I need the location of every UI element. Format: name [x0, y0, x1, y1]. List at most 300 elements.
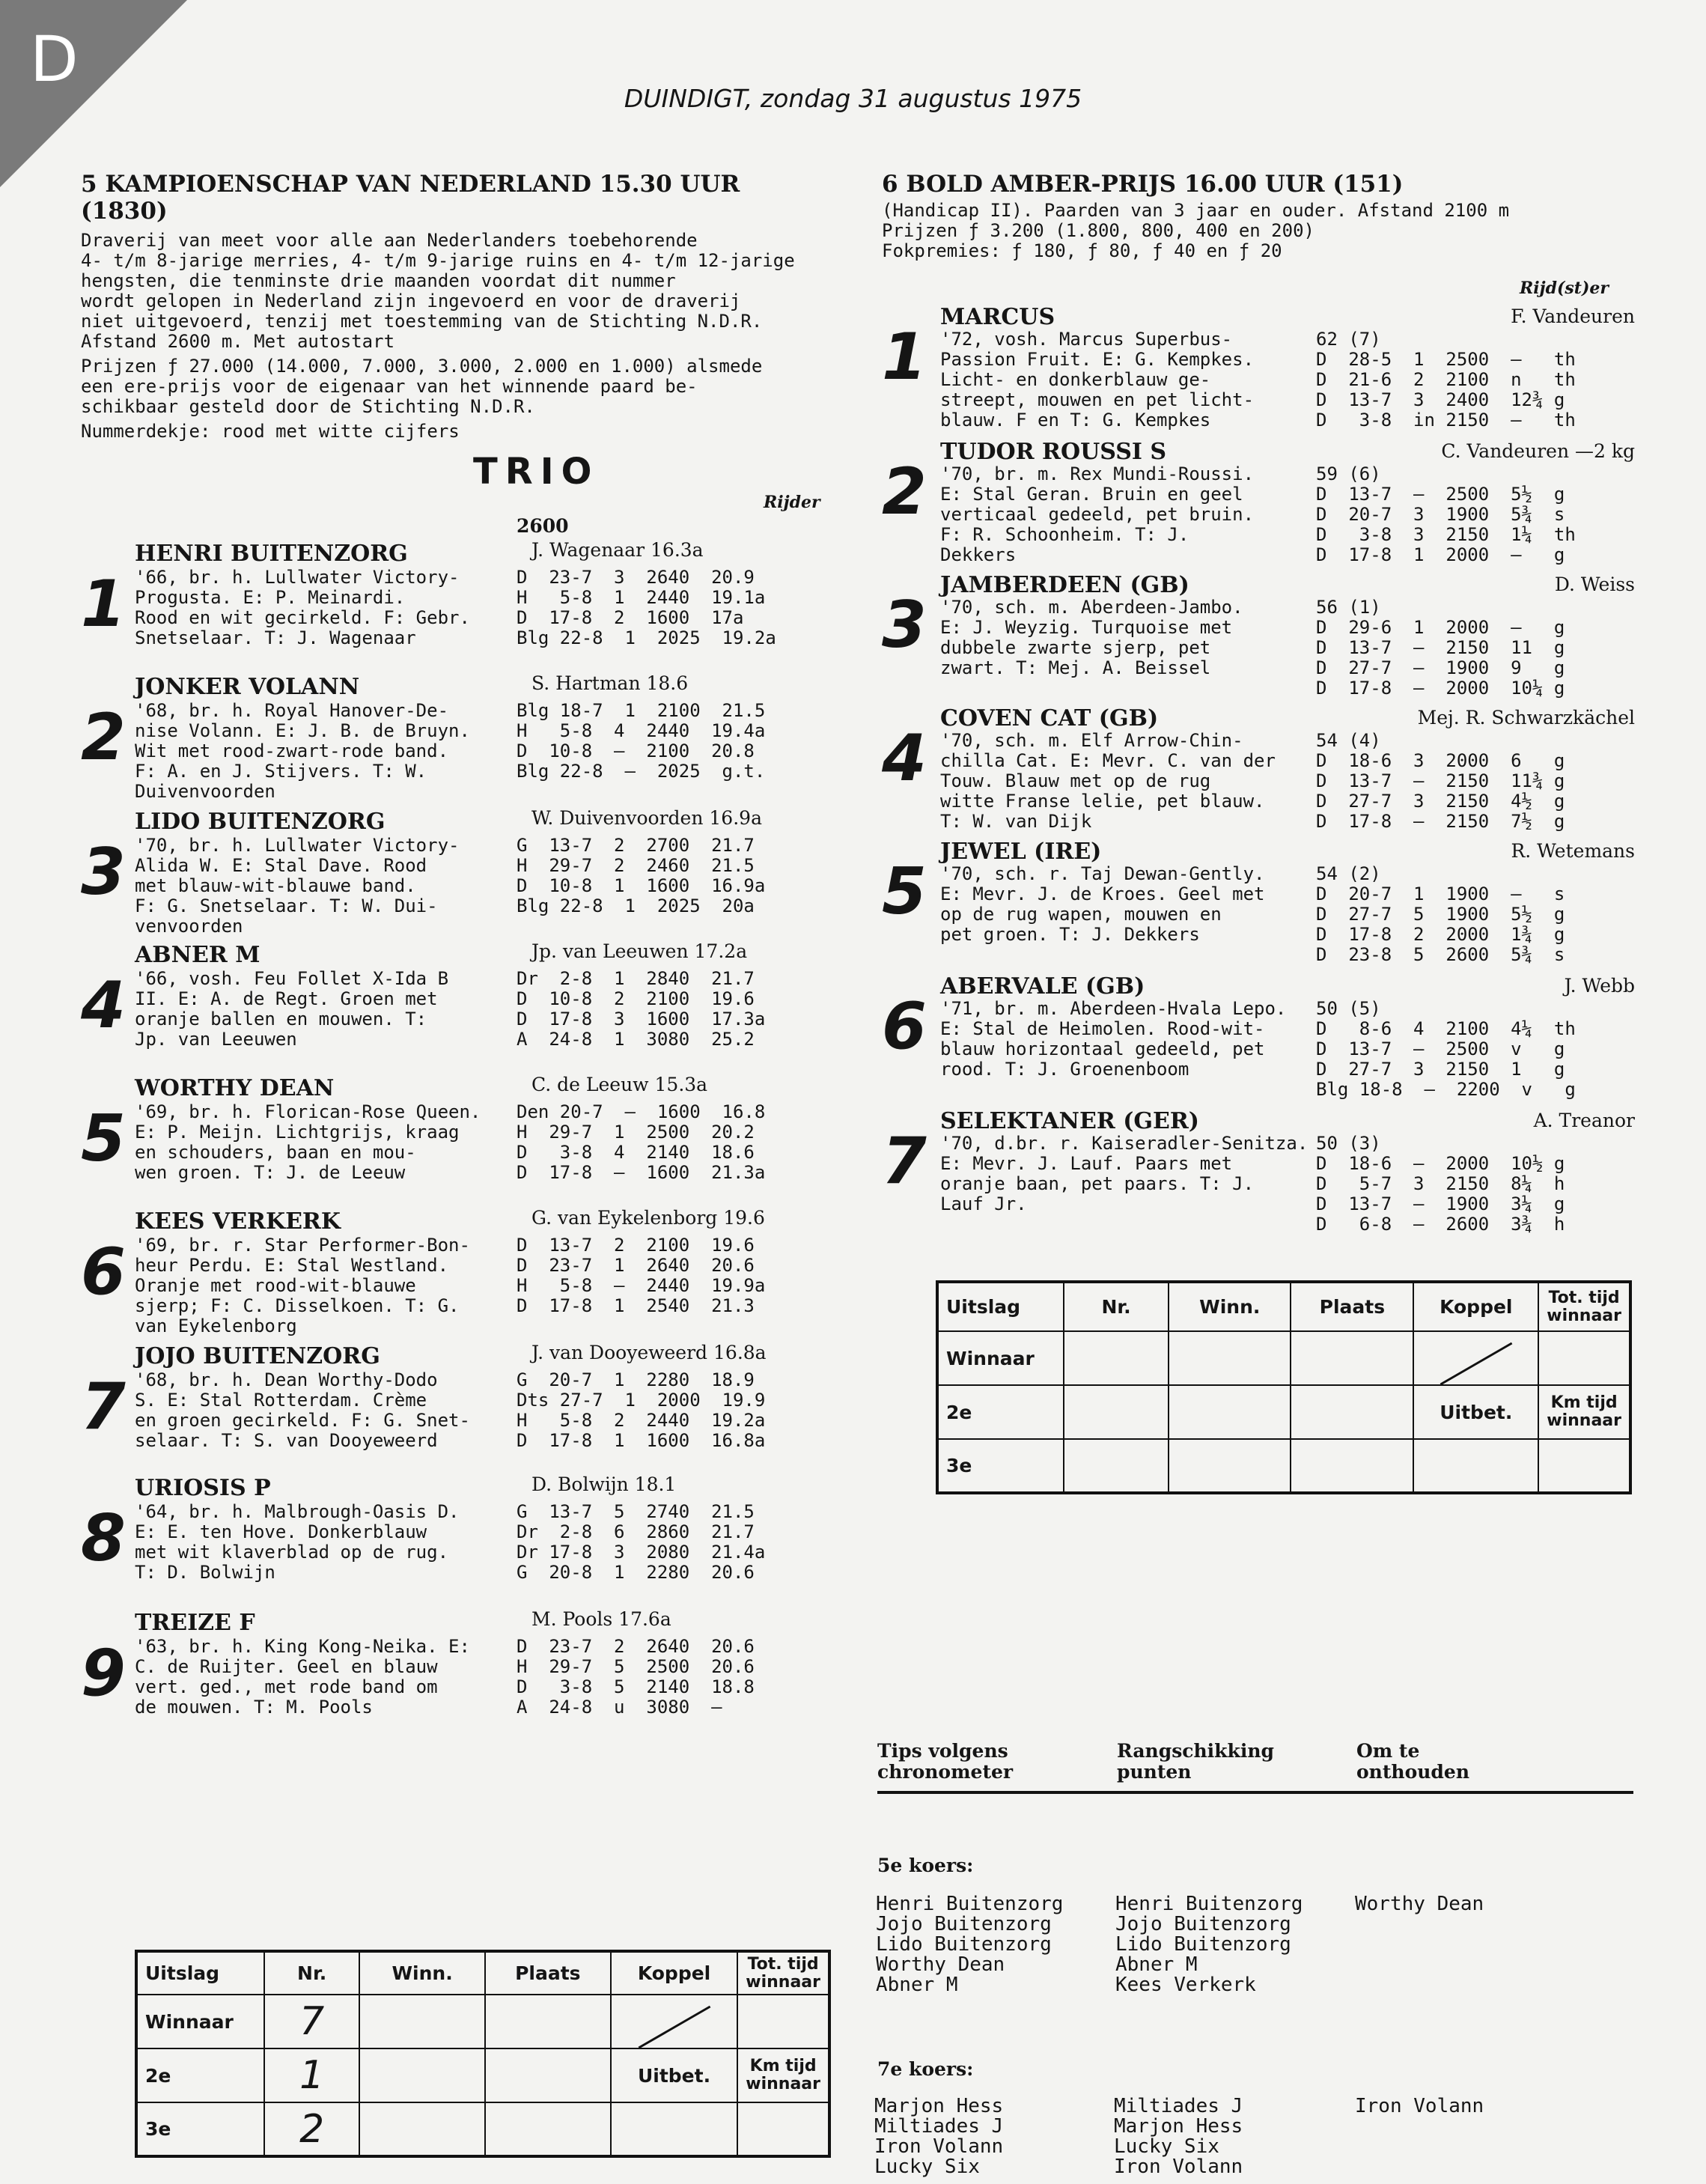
- form-line: Blg 18-8 — 2200 v g: [1316, 1079, 1576, 1100]
- horse-form-record: [1316, 884, 1565, 965]
- cell[interactable]: [359, 2048, 485, 2102]
- tip-horse: Abner M: [1115, 1953, 1198, 1976]
- horse-number: 5: [81, 1101, 126, 1176]
- horse-form-record: [517, 1102, 765, 1183]
- race6-title: 6 BOLD AMBER-PRIJS 16.00 UUR (151): [882, 171, 1404, 198]
- form-line: D 23-7 3 2640 20.9: [517, 567, 755, 588]
- horse-form-record: [517, 1235, 765, 1316]
- desc-line: pet groen. T: J. Dekkers: [940, 924, 1200, 945]
- desc-line: T: W. van Dijk: [940, 811, 1092, 832]
- horse-number: 3: [882, 588, 927, 663]
- col-plaats: Plaats: [485, 1951, 611, 1995]
- intro-line: Prijzen ƒ 3.200 (1.800, 800, 400 en 200): [882, 220, 1314, 241]
- desc-line: '68, br. h. Dean Worthy-Dodo: [135, 1369, 438, 1390]
- desc-line: nise Volann. E: J. B. de Bruyn.: [135, 720, 470, 741]
- cell[interactable]: [1064, 1331, 1169, 1385]
- desc-line: op de rug wapen, mouwen en: [940, 904, 1222, 925]
- form-line: D 10-8 1 1600 16.9a: [517, 875, 766, 896]
- form-line: D 17-8 2 1600 17a: [517, 607, 744, 628]
- cell[interactable]: [1064, 1439, 1169, 1493]
- desc-line: vert. ged., met rode band om: [135, 1676, 438, 1697]
- race5-title: 5 KAMPIOENSCHAP VAN NEDERLAND 15.30 UUR: [81, 171, 740, 198]
- intro-line: niet uitgevoerd, tenzij met toestemming van de Stichting N.D.R.: [81, 311, 763, 332]
- tip-horse: Iron Volann: [1355, 2095, 1484, 2117]
- form-line: G 20-8 1 2280 20.6: [517, 1562, 755, 1583]
- koers5-label: 5e koers:: [877, 1855, 974, 1876]
- race6-result-table: [936, 1280, 1632, 1494]
- desc-line: en schouders, baan en mou-: [135, 1142, 416, 1163]
- race5-conditions: [81, 231, 837, 442]
- cell[interactable]: [1064, 1385, 1169, 1439]
- form-line: D 13-7 — 2150 11 g: [1316, 637, 1565, 658]
- col-plaats: Plaats: [1291, 1282, 1413, 1331]
- horse-name: JAMBERDEEN (GB): [940, 572, 1189, 598]
- horse-jockey: J. Wagenaar 16.3a: [531, 539, 704, 561]
- form-line: D 10-8 — 2100 20.8: [517, 740, 755, 761]
- desc-line: Oranje met rood-wit-blauwe: [135, 1275, 416, 1296]
- horse-form-record: [517, 568, 776, 648]
- koers7-onthouden-list: [1355, 2096, 1484, 2117]
- race5-title-code: (1830): [81, 198, 168, 225]
- horse-name: HENRI BUITENZORG: [135, 541, 408, 567]
- intro-line: 4- t/m 8-jarige merries, 4- t/m 9-jarige ruins en 4- t/m 12-jarige: [81, 250, 795, 271]
- form-line: H 29-7 1 2500 20.2: [517, 1122, 755, 1143]
- horse-name: ABNER M: [135, 942, 261, 968]
- col-nr: Nr.: [1064, 1282, 1169, 1331]
- horse-description: [135, 836, 459, 937]
- desc-line: blauw horizontaal gedeeld, pet: [940, 1038, 1265, 1059]
- horse-form-record: [517, 1502, 765, 1583]
- koers5-punten-list: [1115, 1894, 1303, 1995]
- desc-line: F: G. Snetselaar. T: W. Dui-: [135, 895, 438, 916]
- desc-line: Progusta. E: P. Meinardi.: [135, 587, 406, 608]
- horse-number: 4: [81, 968, 126, 1043]
- uitbet-label: Uitbet.: [611, 2048, 737, 2102]
- horse-weight-draw: 50 (5): [1316, 998, 1381, 1019]
- col-koppel: Koppel: [611, 1951, 737, 1995]
- desc-line: F: A. en J. Stijvers. T: W.: [135, 761, 427, 782]
- horse-form-record: [1316, 751, 1565, 832]
- uitbet-label: Uitbet.: [1413, 1385, 1538, 1439]
- horse-weight-draw: 59 (6): [1316, 463, 1381, 484]
- cell[interactable]: [1291, 1439, 1413, 1493]
- horse-form-record: [1316, 1019, 1576, 1100]
- horse-name: LIDO BUITENZORG: [135, 809, 386, 835]
- desc-line: met blauw-wit-blauwe band.: [135, 875, 416, 896]
- desc-line: '71, br. m. Aberdeen-Hvala Lepo.: [940, 998, 1287, 1019]
- horse-name: WORTHY DEAN: [135, 1075, 335, 1101]
- form-line: Dr 17-8 3 2080 21.4a: [517, 1542, 766, 1563]
- handwritten-3e-nr: 2: [264, 2102, 359, 2156]
- form-line: D 20-7 1 1900 — s: [1316, 883, 1565, 904]
- horse-jockey: R. Wetemans: [1511, 840, 1635, 862]
- desc-line: '66, br. h. Lullwater Victory-: [135, 567, 460, 588]
- horse-jockey: J. van Dooyeweerd 16.8a: [531, 1342, 767, 1363]
- form-line: Blg 22-8 1 2025 19.2a: [517, 627, 776, 648]
- horse-jockey: D. Bolwijn 18.1: [531, 1473, 677, 1495]
- row-3e: 3e: [937, 1439, 1064, 1493]
- horse-number: 6: [81, 1235, 126, 1310]
- horse-description: [940, 329, 1254, 431]
- desc-line: E: Mevr. J. de Kroes. Geel met: [940, 883, 1265, 904]
- desc-line: en groen gecirkeld. F: G. Snet-: [135, 1410, 470, 1431]
- cell[interactable]: [359, 2102, 485, 2156]
- horse-form-record: [517, 1370, 765, 1451]
- km-tijd-label: Km tijd winnaar: [737, 2048, 829, 2102]
- cell[interactable]: [1538, 1439, 1630, 1493]
- desc-line: Licht- en donkerblauw ge-: [940, 369, 1211, 390]
- desc-line: Lauf Jr.: [940, 1193, 1027, 1214]
- horse-weight-draw: 54 (2): [1316, 863, 1381, 884]
- form-line: D 28-5 1 2500 — th: [1316, 349, 1576, 370]
- desc-line: sjerp; F: C. Disselkoen. T: G.: [135, 1295, 460, 1316]
- desc-line: wen groen. T: J. de Leeuw: [135, 1162, 406, 1183]
- desc-line: C. de Ruijter. Geel en blauw: [135, 1656, 438, 1677]
- cell[interactable]: [485, 2102, 611, 2156]
- cell[interactable]: [611, 2102, 737, 2156]
- form-line: D 5-7 3 2150 8¼ h: [1316, 1173, 1565, 1194]
- form-line: D 27-7 5 1900 5½ g: [1316, 904, 1565, 925]
- horse-name: MARCUS: [940, 304, 1055, 330]
- tip-horse: Miltiades J: [874, 2115, 1004, 2138]
- intro-line: schikbaar gesteld door de Stichting N.D.R.: [81, 396, 535, 417]
- horse-form-record: [517, 1637, 755, 1718]
- desc-line: Alida W. E: Stal Dave. Rood: [135, 855, 427, 876]
- row-2e: 2e: [136, 2048, 264, 2102]
- horse-number: 2: [882, 454, 927, 529]
- form-line: D 17-8 2 2000 1¾ g: [1316, 924, 1565, 945]
- race6-intro: [882, 171, 1645, 261]
- desc-line: '70, sch. m. Elf Arrow-Chin-: [940, 730, 1243, 751]
- form-line: Dr 2-8 6 2860 21.7: [517, 1521, 755, 1542]
- form-line: D 13-7 2 2100 19.6: [517, 1235, 755, 1256]
- horse-number: 3: [81, 835, 126, 910]
- horse-description: [135, 701, 470, 802]
- horse-name: JEWEL (IRE): [940, 839, 1102, 865]
- form-line: H 5-8 — 2440 19.9a: [517, 1275, 766, 1296]
- form-line: D 20-7 3 1900 5¾ s: [1316, 504, 1565, 525]
- horse-weight-draw: 54 (4): [1316, 730, 1381, 751]
- race5-number-cloth: Nummerdekje: rood met witte cijfers: [81, 421, 460, 442]
- horse-form-record: [517, 701, 765, 782]
- horse-description: [135, 1637, 470, 1718]
- horse-number: 4: [882, 721, 927, 796]
- cell[interactable]: [1169, 1439, 1291, 1493]
- tip-horse: Worthy Dean: [1355, 1893, 1484, 1915]
- row-2e: 2e: [937, 1385, 1064, 1439]
- desc-line: verticaal gedeeld, pet bruin.: [940, 504, 1255, 525]
- form-line: G 20-7 1 2280 18.9: [517, 1369, 755, 1390]
- page-header: DUINDIGT, zondag 31 augustus 1975: [624, 84, 1082, 113]
- desc-line: '69, br. h. Florican-Rose Queen.: [135, 1101, 481, 1122]
- horse-jockey: D. Weiss: [1554, 574, 1635, 595]
- desc-line: E: Stal de Heimolen. Rood-wit-: [940, 1018, 1265, 1039]
- form-line: D 18-6 — 2000 10½ g: [1316, 1153, 1565, 1174]
- koppel-slash: [1413, 1331, 1538, 1385]
- form-line: Den 20-7 — 1600 16.8: [517, 1101, 766, 1122]
- col-winn: Winn.: [359, 1951, 485, 1995]
- horse-name: ABERVALE (GB): [940, 973, 1145, 1000]
- horse-form-record: [517, 969, 765, 1050]
- horse-number: 7: [882, 1124, 927, 1199]
- form-line: D 3-8 5 2140 18.8: [517, 1676, 755, 1697]
- horse-form-record: [1316, 618, 1565, 699]
- tip-horse: Lido Buitenzorg: [1115, 1933, 1291, 1956]
- horse-name: URIOSIS P: [135, 1475, 271, 1501]
- horse-description: [135, 1370, 470, 1451]
- horse-description: [135, 568, 470, 648]
- cell[interactable]: [1538, 1331, 1630, 1385]
- horse-jockey: A. Treanor: [1533, 1110, 1635, 1131]
- desc-line: '70, sch. m. Aberdeen-Jambo.: [940, 597, 1243, 618]
- row-winnaar: Winnaar: [937, 1331, 1064, 1385]
- horse-jockey: M. Pools 17.6a: [531, 1608, 671, 1630]
- col-tot-tijd: Tot. tijd winnaar: [737, 1951, 829, 1995]
- form-line: D 13-7 3 2400 12¾ g: [1316, 389, 1565, 410]
- cell[interactable]: [485, 2048, 611, 2102]
- km-tijd-label: Km tijd winnaar: [1538, 1385, 1630, 1439]
- form-line: D 10-8 2 2100 19.6: [517, 988, 755, 1009]
- form-line: G 13-7 5 2740 21.5: [517, 1501, 755, 1522]
- desc-line: '72, vosh. Marcus Superbus-: [940, 329, 1233, 350]
- form-line: D 18-6 3 2000 6 g: [1316, 750, 1565, 771]
- desc-line: E: J. Weyzig. Turquoise met: [940, 617, 1233, 638]
- desc-line: witte Franse lelie, pet blauw.: [940, 791, 1265, 812]
- koers7-punten-list: [1114, 2096, 1243, 2177]
- desc-line: '66, vosh. Feu Follet X-Ida B: [135, 968, 449, 989]
- tip-horse: Henri Buitenzorg: [876, 1893, 1064, 1915]
- desc-line: Duivenvoorden: [135, 781, 275, 802]
- horse-name: COVEN CAT (GB): [940, 705, 1159, 731]
- form-line: D 8-6 4 2100 4¼ th: [1316, 1018, 1576, 1039]
- horse-jockey: C. de Leeuw 15.3a: [531, 1074, 708, 1095]
- col-koppel: Koppel: [1413, 1282, 1538, 1331]
- tip-horse: Miltiades J: [1114, 2095, 1243, 2117]
- horse-description: [940, 731, 1276, 832]
- desc-line: '70, d.br. r. Kaiseradler-Senitza.: [940, 1133, 1309, 1154]
- tip-horse: Marjon Hess: [1114, 2115, 1243, 2138]
- horse-description: [940, 1134, 1308, 1214]
- col-uitslag: Uitslag: [937, 1282, 1064, 1331]
- horse-number: 5: [882, 854, 927, 929]
- desc-line: Jp. van Leeuwen: [135, 1029, 297, 1050]
- form-line: H 5-8 4 2440 19.4a: [517, 720, 766, 741]
- desc-line: '63, br. h. King Kong-Neika. E:: [135, 1636, 470, 1657]
- desc-line: van Eykelenborg: [135, 1315, 297, 1336]
- koers7-label: 7e koers:: [877, 2058, 974, 2080]
- tip-horse: Iron Volann: [1114, 2156, 1243, 2178]
- desc-line: E: Mevr. J. Lauf. Paars met: [940, 1153, 1233, 1174]
- horse-number: 2: [81, 700, 126, 775]
- form-line: Dts 27-7 1 2000 19.9: [517, 1390, 766, 1411]
- desc-line: met wit klaverblad op de rug.: [135, 1542, 449, 1563]
- desc-line: E: P. Meijn. Lichtgrijs, kraag: [135, 1122, 460, 1143]
- desc-line: E: E. ten Hove. Donkerblauw: [135, 1521, 427, 1542]
- horse-description: [135, 1502, 459, 1583]
- form-line: D 23-7 2 2640 20.6: [517, 1636, 755, 1657]
- desc-line: dubbele zwarte sjerp, pet: [940, 637, 1211, 658]
- horse-description: [135, 969, 448, 1050]
- form-line: H 5-8 1 2440 19.1a: [517, 587, 766, 608]
- tips-rule: [877, 1791, 1633, 1794]
- col-winn: Winn.: [1169, 1282, 1291, 1331]
- horse-description: [940, 999, 1286, 1080]
- tip-horse: Jojo Buitenzorg: [876, 1913, 1052, 1935]
- form-line: Dr 2-8 1 2840 21.7: [517, 968, 755, 989]
- form-line: H 5-8 2 2440 19.2a: [517, 1410, 766, 1431]
- form-line: A 24-8 1 3080 25.2: [517, 1029, 755, 1050]
- cell[interactable]: [737, 1995, 829, 2048]
- horse-number: 6: [882, 989, 927, 1064]
- desc-line: '69, br. r. Star Performer-Bon-: [135, 1235, 470, 1256]
- tip-horse: Worthy Dean: [876, 1953, 1005, 1976]
- race5-result-table: [135, 1950, 831, 2158]
- intro-line: Fokpremies: ƒ 180, ƒ 80, ƒ 40 en ƒ 20: [882, 240, 1282, 261]
- race6-conditions: [882, 201, 1645, 261]
- koppel-slash: [611, 1995, 737, 2048]
- horse-jockey: J. Webb: [1564, 975, 1635, 997]
- horse-description: [135, 1102, 481, 1183]
- desc-line: Wit met rood-zwart-rode band.: [135, 740, 449, 761]
- desc-line: zwart. T: Mej. A. Beissel: [940, 657, 1211, 678]
- col-tot-tijd: Tot. tijd winnaar: [1538, 1282, 1630, 1331]
- intro-line: hengsten, die tenminste drie maanden voordat dit nummer: [81, 270, 676, 291]
- horse-form-record: [1316, 484, 1576, 565]
- horse-description: [940, 597, 1243, 678]
- horse-jockey: Mej. R. Schwarzkächel: [1417, 707, 1635, 728]
- intro-line: wordt gelopen in Nederland zijn ingevoerd en voor de draverij: [81, 291, 741, 311]
- horse-form-record: [1316, 350, 1576, 431]
- horse-weight-draw: 62 (7): [1316, 329, 1381, 350]
- desc-line: E: Stal Geran. Bruin en geel: [940, 484, 1243, 505]
- form-line: D 17-8 1 2000 — g: [1316, 544, 1565, 565]
- intro-line: Prijzen ƒ 27.000 (14.000, 7.000, 3.000, 2.000 en 1.000) alsmede: [81, 356, 763, 377]
- desc-line: '70, sch. r. Taj Dewan-Gently.: [940, 863, 1265, 884]
- horse-name: TREIZE F: [135, 1610, 255, 1636]
- desc-line: rood. T: J. Groenenboom: [940, 1059, 1189, 1080]
- tip-horse: Marjon Hess: [874, 2095, 1004, 2117]
- desc-line: Touw. Blauw met op de rug: [940, 770, 1211, 791]
- horse-description: [135, 1235, 470, 1336]
- form-line: D 27-7 3 2150 4½ g: [1316, 791, 1565, 812]
- horse-description: [940, 464, 1254, 565]
- desc-line: venvoorden: [135, 916, 243, 937]
- horse-name: TUDOR ROUSSI S: [940, 439, 1167, 465]
- form-line: D 13-7 — 2500 5½ g: [1316, 484, 1565, 505]
- form-line: D 17-8 — 1600 21.3a: [517, 1162, 766, 1183]
- intro-line: (Handicap II). Paarden van 3 jaar en ouder. Afstand 2100 m: [882, 200, 1510, 221]
- form-line: D 17-8 1 1600 16.8a: [517, 1430, 766, 1451]
- desc-line: oranje ballen en mouwen. T:: [135, 1009, 427, 1029]
- tip-horse: Jojo Buitenzorg: [1115, 1913, 1291, 1935]
- form-line: D 3-8 4 2140 18.6: [517, 1142, 755, 1163]
- desc-line: heur Perdu. E: Stal Westland.: [135, 1255, 449, 1276]
- cell[interactable]: [737, 2102, 829, 2156]
- horse-form-record: [1316, 1154, 1565, 1235]
- desc-line: '70, br. h. Lullwater Victory-: [135, 835, 460, 856]
- horse-jockey: S. Hartman 18.6: [531, 672, 689, 694]
- desc-line: '70, br. m. Rex Mundi-Roussi.: [940, 463, 1255, 484]
- horse-name: JOJO BUITENZORG: [135, 1343, 380, 1369]
- form-line: D 3-8 in 2150 — th: [1316, 410, 1576, 431]
- tip-horse: Kees Verkerk: [1115, 1974, 1256, 1996]
- section-letter: D: [30, 22, 79, 96]
- handwritten-2e-nr: 1: [264, 2048, 359, 2102]
- tip-horse: Iron Volann: [874, 2135, 1004, 2158]
- form-line: D 17-8 1 2540 21.3: [517, 1295, 755, 1316]
- horse-name: KEES VERKERK: [135, 1208, 341, 1235]
- form-line: Blg 22-8 1 2025 20a: [517, 895, 755, 916]
- intro-line: een ere-prijs voor de eigenaar van het winnende paard be-: [81, 376, 698, 397]
- desc-line: II. E: A. de Regt. Groen met: [135, 988, 438, 1009]
- form-line: D 13-7 — 2150 11¾ g: [1316, 770, 1565, 791]
- form-line: D 17-8 3 1600 17.3a: [517, 1009, 766, 1029]
- desc-line: selaar. T: S. van Dooyeweerd: [135, 1430, 438, 1451]
- desc-line: Dekkers: [940, 544, 1017, 565]
- desc-line: Rood en wit gecirkeld. F: Gebr.: [135, 607, 470, 628]
- horse-weight-draw: 56 (1): [1316, 597, 1381, 618]
- form-line: D 17-8 — 2000 10¼ g: [1316, 678, 1565, 699]
- form-line: H 29-7 5 2500 20.6: [517, 1656, 755, 1677]
- cell[interactable]: [1413, 1439, 1538, 1493]
- desc-line: Passion Fruit. E: G. Kempkes.: [940, 349, 1255, 370]
- desc-line: Snetselaar. T: J. Wagenaar: [135, 627, 416, 648]
- tip-horse: Lido Buitenzorg: [876, 1933, 1052, 1956]
- desc-line: streept, mouwen en pet licht-: [940, 389, 1255, 410]
- col-nr: Nr.: [264, 1951, 359, 1995]
- horse-jockey: G. van Eykelenborg 19.6: [531, 1207, 765, 1229]
- koers5-chronometer-list: [876, 1894, 1063, 1995]
- cell[interactable]: [1291, 1331, 1413, 1385]
- form-line: Blg 22-8 — 2025 g.t.: [517, 761, 766, 782]
- tip-horse: Henri Buitenzorg: [1115, 1893, 1303, 1915]
- cell[interactable]: [359, 1995, 485, 2048]
- horse-number: 1: [882, 320, 927, 395]
- tip-horse: Lucky Six: [1114, 2135, 1219, 2158]
- desc-line: oranje baan, pet paars. T: J.: [940, 1173, 1255, 1194]
- intro-line: Draverij van meet voor alle aan Nederlanders toebehorende: [81, 230, 698, 251]
- form-line: D 23-8 5 2600 5¾ s: [1316, 944, 1565, 965]
- desc-line: chilla Cat. E: Mevr. C. van der: [940, 750, 1276, 771]
- tips-head-punten: Rangschikking punten: [1117, 1740, 1274, 1783]
- koers7-chronometer-list: [874, 2096, 1003, 2177]
- horse-jockey: Jp. van Leeuwen 17.2a: [531, 940, 748, 962]
- horse-jockey: W. Duivenvoorden 16.9a: [531, 807, 762, 829]
- form-line: D 21-6 2 2100 n th: [1316, 369, 1576, 390]
- form-line: G 13-7 2 2700 21.7: [517, 835, 755, 856]
- race5-rider-label: Rijder: [764, 493, 820, 512]
- horse-form-record: [517, 836, 765, 916]
- horse-jockey: C. Vandeuren —2 kg: [1441, 440, 1635, 462]
- race5-distance: 2600: [517, 515, 569, 537]
- row-winnaar: Winnaar: [136, 1995, 264, 2048]
- form-line: A 24-8 u 3080 —: [517, 1697, 722, 1718]
- horse-description: [940, 864, 1264, 945]
- cell[interactable]: [1169, 1385, 1291, 1439]
- handwritten-winner-nr: 7: [264, 1995, 359, 2048]
- desc-line: S. E: Stal Rotterdam. Crème: [135, 1390, 427, 1411]
- form-line: D 13-7 — 2500 v g: [1316, 1038, 1565, 1059]
- race6-rider-label: Rijd(st)er: [1520, 279, 1609, 298]
- tip-horse: Lucky Six: [874, 2156, 980, 2178]
- form-line: D 29-6 1 2000 — g: [1316, 617, 1565, 638]
- horse-number: 9: [81, 1636, 126, 1711]
- cell[interactable]: [1169, 1331, 1291, 1385]
- cell[interactable]: [1291, 1385, 1413, 1439]
- form-line: D 6-8 — 2600 3¾ h: [1316, 1214, 1565, 1235]
- cell[interactable]: [485, 1995, 611, 2048]
- desc-line: '68, br. h. Royal Hanover-De-: [135, 700, 449, 721]
